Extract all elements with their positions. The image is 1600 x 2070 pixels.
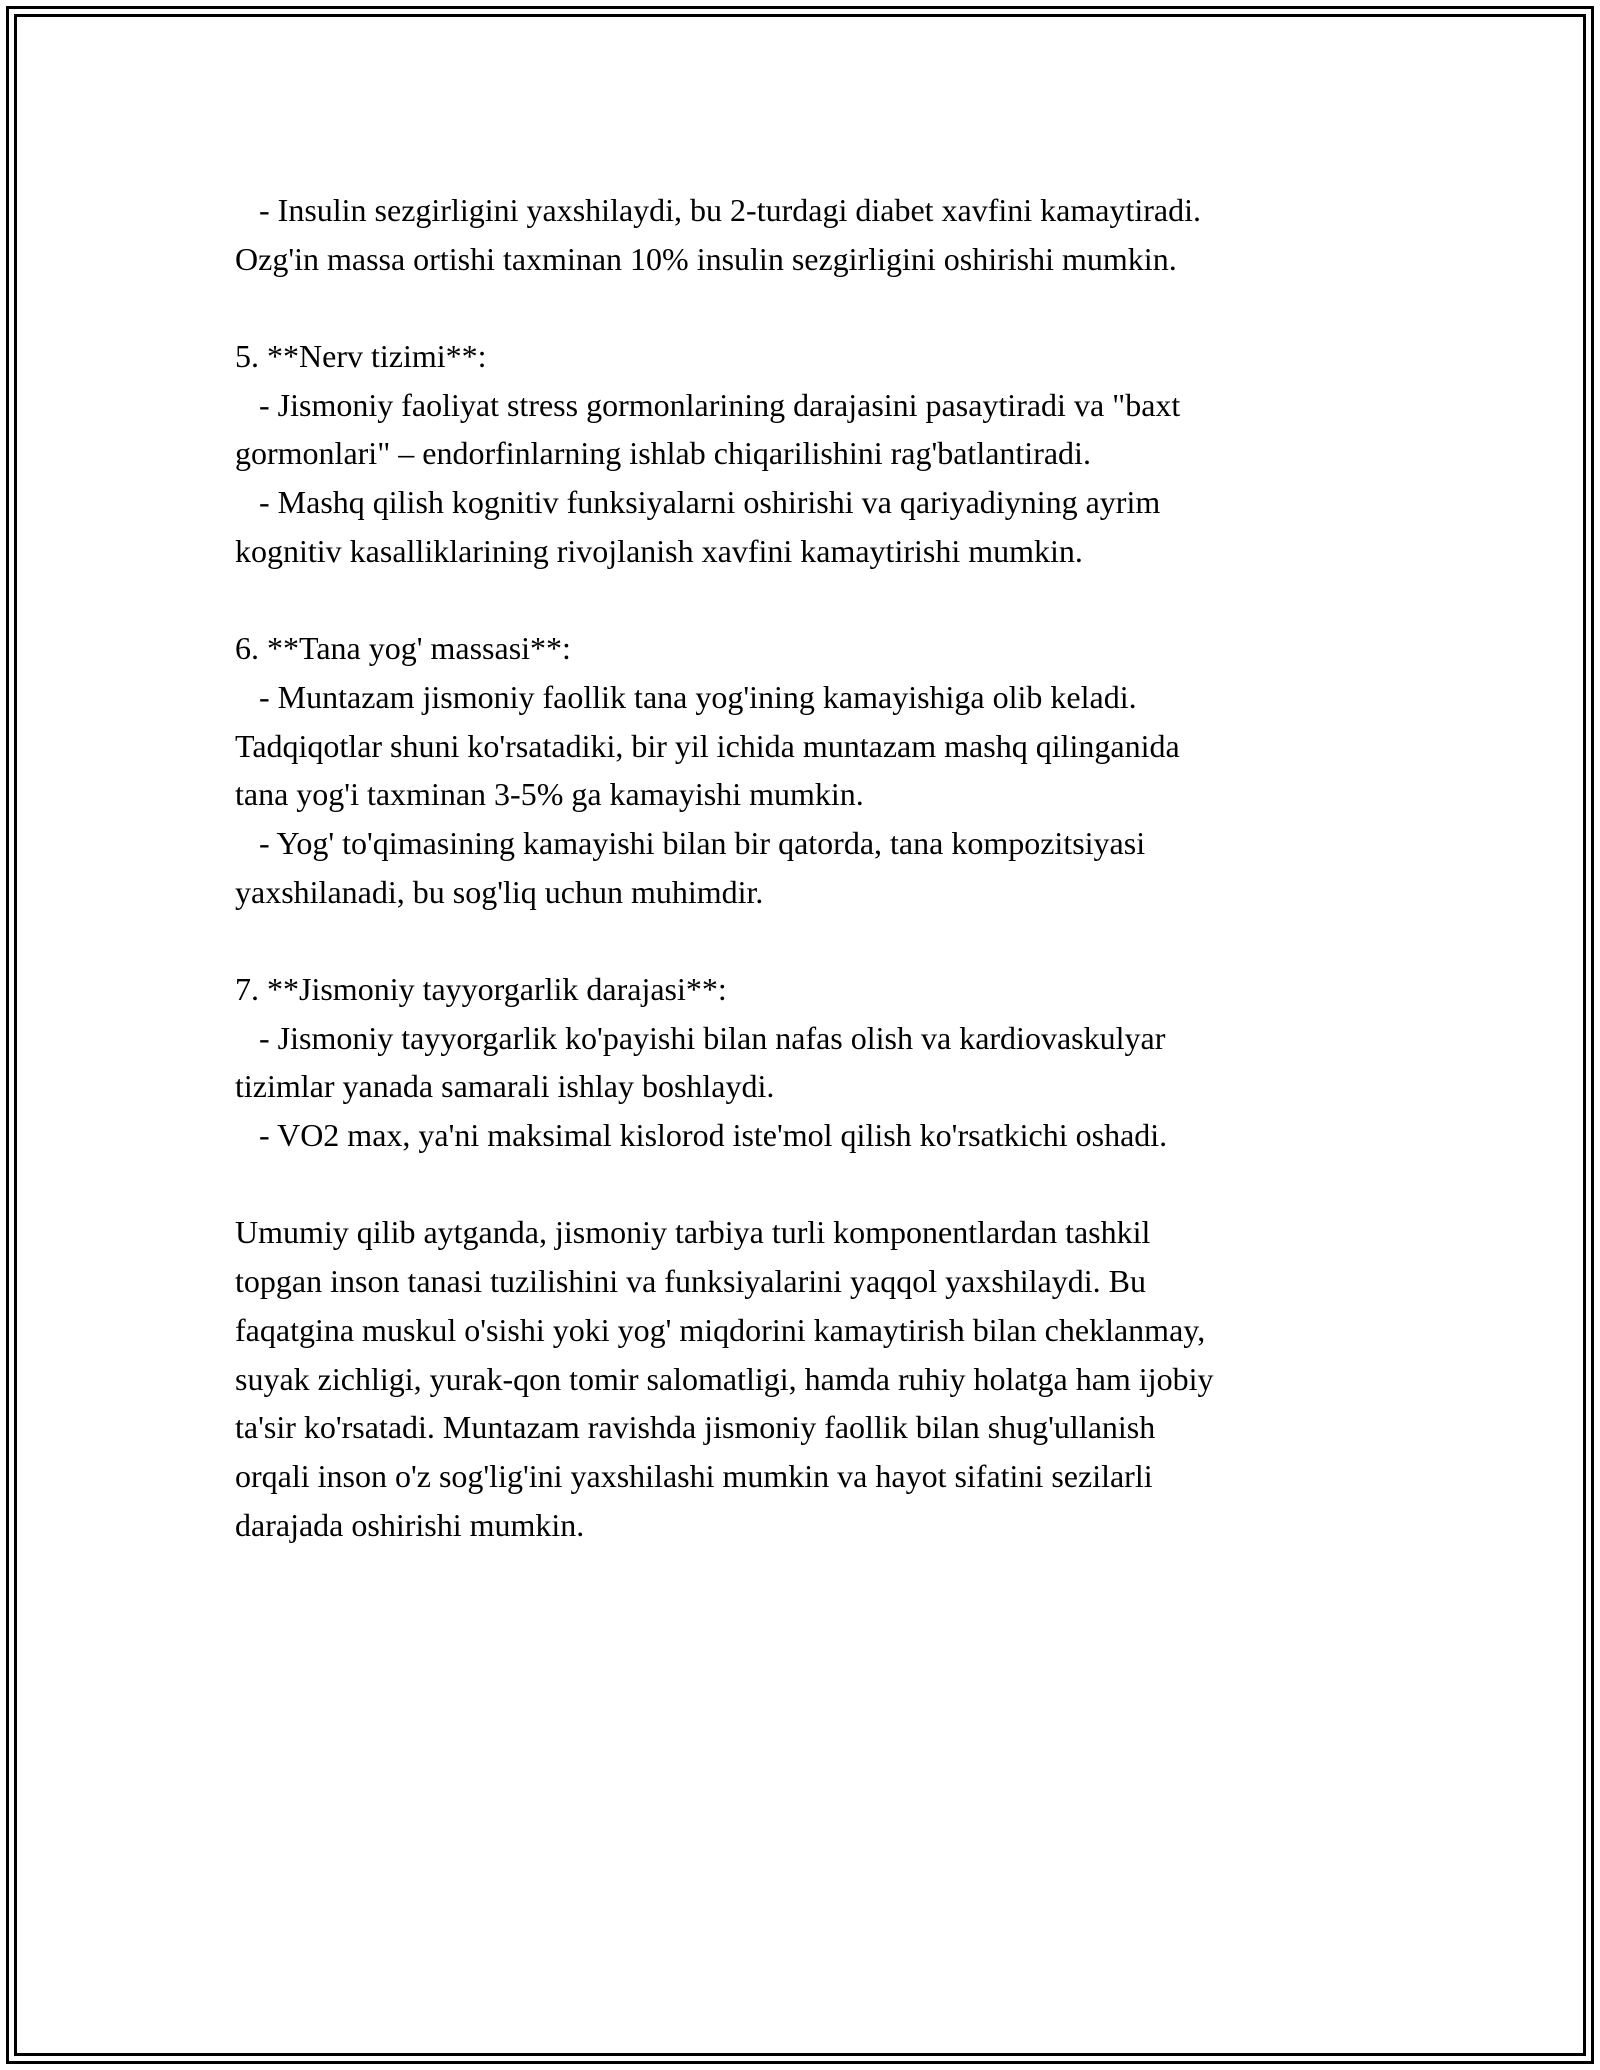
document-body	[235, 186, 1395, 1549]
blank-line	[235, 916, 1395, 965]
blank-line	[235, 576, 1395, 625]
text-line: orqali inson o'z sog'lig'ini yaxshilashi mumkin va hayot sifatini sezilarli	[235, 1457, 1153, 1494]
text-line: suyak zichligi, yurak-qon tomir salomatligi, hamda ruhiy holatga ham ijobiy	[235, 1360, 1214, 1397]
text-line: kognitiv kasalliklarining rivojlanish xavfini kamaytirishi mumkin.	[235, 532, 1083, 569]
text-line: Umumiy qilib aytganda, jismoniy tarbiya turli komponentlardan tashkil	[235, 1214, 1151, 1251]
text-line: - Yog' to'qimasining kamayishi bilan bir qatorda, tana kompozitsiyasi	[235, 824, 1146, 861]
text-line: - Muntazam jismoniy faollik tana yog'ining kamayishiga olib keladi.	[235, 678, 1137, 715]
text-line: - Jismoniy tayyorgarlik ko'payishi bilan nafas olish va kardiovaskulyar	[235, 1019, 1166, 1056]
text-line: - Mashq qilish kognitiv funksiyalarni oshirishi va qariyadiyning ayrim	[235, 484, 1161, 521]
blank-line	[235, 283, 1395, 332]
text-line: ta'sir ko'rsatadi. Muntazam ravishda jismoniy faollik bilan shug'ullanish	[235, 1409, 1156, 1446]
text-line: - Jismoniy faoliyat stress gormonlarining darajasini pasaytiradi va "baxt	[235, 386, 1181, 423]
text-line: darajada oshirishi mumkin.	[235, 1506, 585, 1543]
text-line: Ozg'in massa ortishi taxminan 10% insulin sezgirligini oshirishi mumkin.	[235, 240, 1177, 277]
section-heading: 5. **Nerv tizimi**:	[235, 338, 487, 375]
blank-line	[235, 1160, 1395, 1209]
section-heading: 6. **Tana yog' massasi**:	[235, 630, 571, 667]
text-line: Tadqiqotlar shuni ko'rsatadiki, bir yil ichida muntazam mashq qilinganida	[235, 727, 1180, 764]
text-line: - VO2 max, ya'ni maksimal kislorod iste'mol qilish ko'rsatkichi oshadi.	[235, 1117, 1168, 1154]
text-line: faqatgina muskul o'sishi yoki yog' miqdorini kamaytirish bilan cheklanmay,	[235, 1311, 1206, 1348]
text-line: tizimlar yanada samarali ishlay boshlaydi.	[235, 1068, 775, 1105]
text-line: gormonlari" – endorfinlarning ishlab chiqarilishini rag'batlantiradi.	[235, 435, 1091, 472]
text-line: tana yog'i taxminan 3-5% ga kamayishi mumkin.	[235, 776, 864, 813]
section-heading: 7. **Jismoniy tayyorgarlik darajasi**:	[235, 971, 727, 1007]
text-line: topgan inson tanasi tuzilishini va funksiyalarini yaqqol yaxshilaydi. Bu	[235, 1263, 1146, 1300]
text-line: yaxshilanadi, bu sog'liq uchun muhimdir.	[235, 873, 764, 910]
text-line: - Insulin sezgirligini yaxshilaydi, bu 2-turdagi diabet xavfini kamaytiradi.	[235, 192, 1201, 228]
